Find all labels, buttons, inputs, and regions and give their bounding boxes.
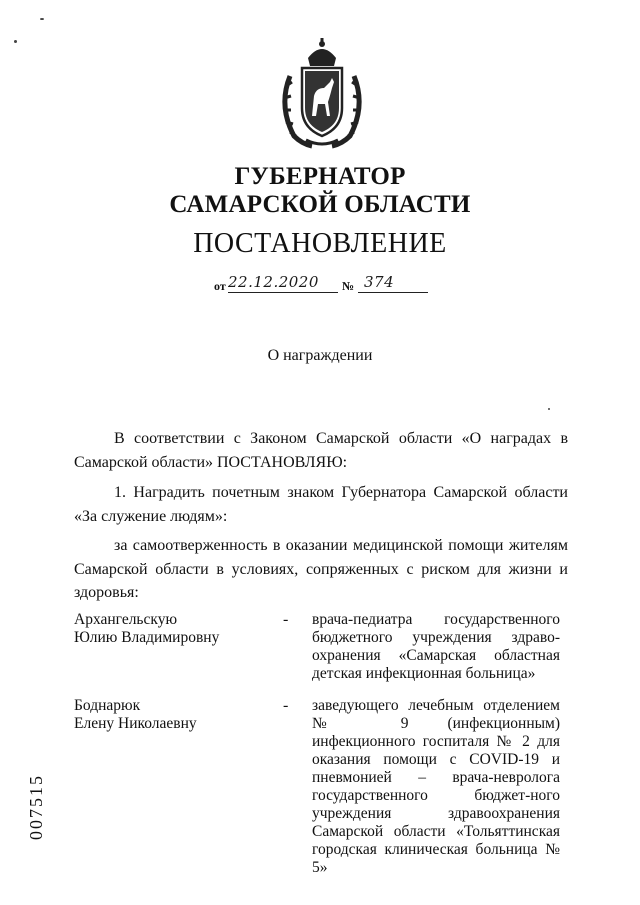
number-label: № bbox=[342, 279, 355, 293]
scan-speck bbox=[548, 408, 550, 410]
date-label: от bbox=[214, 279, 226, 293]
scan-speck bbox=[40, 18, 44, 20]
document-date: 22.12.2020 bbox=[228, 273, 319, 291]
awardee-name-text: Архангельскую Юлию Владимировну bbox=[74, 611, 220, 646]
date-underline bbox=[228, 292, 338, 293]
awardee-name bbox=[74, 611, 274, 647]
document-number: 374 bbox=[364, 273, 395, 291]
decree-item-1: 1. Наградить почетным знаком Губернатора Самарской области «За служение людям»: bbox=[74, 484, 568, 525]
issuer-title-line1: ГУБЕРНАТОР bbox=[234, 163, 406, 190]
awardee-description: заведующего лечебным отделением № 9 (инфекционным) инфекционного госпиталя № 2 для оказания помощи с COVID-19 и пневмонией – врача-невролога государственного бюджет-ного учреждения здравоохранения Самарской области «Тольяттинская городская клиническая больница № 5» bbox=[312, 697, 560, 876]
document-title: О награждении bbox=[267, 347, 373, 364]
issuer-title-line2: САМАРСКОЙ ОБЛАСТИ bbox=[169, 191, 471, 218]
side-serial-number: 007515 bbox=[26, 774, 46, 840]
awardee-description: врача-педиатра государственного бюджетного учреждения здраво-охранения «Самарская областная детская инфекционная больница» bbox=[312, 611, 560, 682]
awardee-dash: - bbox=[283, 611, 289, 628]
preamble-paragraph: В соответствии с Законом Самарской области «О наградах в Самарской области» ПОСТАНОВЛЯЮ: bbox=[74, 430, 568, 471]
awardee-name-text: Боднарюк Елену Николаевну bbox=[74, 697, 197, 732]
awardee-dash: - bbox=[283, 697, 289, 714]
number-underline bbox=[358, 292, 428, 293]
samara-coat-of-arms-emblem bbox=[272, 36, 372, 154]
date-number-line bbox=[214, 273, 444, 295]
awardee-name bbox=[74, 697, 274, 733]
scan-speck bbox=[14, 40, 17, 43]
award-reason-paragraph: за самоотверженность в оказании медицинской помощи жителям Самарской области в условиях, сопряженных с риском для жизни и здоровья: bbox=[74, 537, 568, 601]
document-type-heading: ПОСТАНОВЛЕНИЕ bbox=[193, 228, 447, 259]
